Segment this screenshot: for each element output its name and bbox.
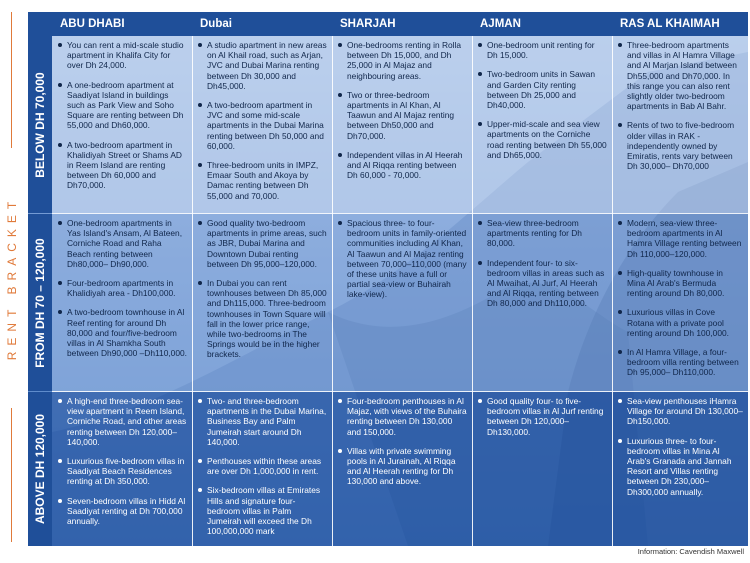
row-divider [52,391,748,392]
row-label-above-120000: ABOVE DH 120,000 [28,392,52,546]
list-item: In Al Hamra Village, a four-bedroom villa renting between Dh 95,000– Dh110,000. [618,347,743,378]
list-item: You can rent a mid-scale studio apartment in Khalifa City for over Dh 24,000. [58,40,187,71]
list-item: A two-bedroom apartment in Khalidiyah Street or Shams AD in Reem Island are renting between Dh 60,000 and Dh70,000. [58,140,187,191]
cell-above-120000-abu-dhabi [52,392,192,546]
list-item: Spacious three- to four-bedroom units in family-oriented communities including Al Khan, Al Taawun and Al Majaz renting between 70,000–110,000 (many of these units have a full or partial sea-view or Buhairah lake-view). [338,218,467,300]
cell-below-70000-dubai [192,36,332,213]
list-item: Two or three-bedroom apartments in Al Khan, Al Taawun and Al Majaz renting between Dh50,000 and Dh70,000. [338,90,467,141]
column-divider [472,36,473,546]
cell-70-120000-ras-al-khaimah [612,214,748,391]
cell-70-120000-ajman [472,214,612,391]
list-item: Villas with private swimming pools in Al Jurainah, Al Riqqa and Al Heerah renting for Dh 130,000 and above. [338,446,467,487]
column-divider [192,36,193,546]
header-ras-al-khaimah: RAS AL KHAIMAH [612,12,748,36]
list-item: Six-bedroom villas at Emirates Hills and signature four-bedroom villas in Palm Jumeirah will exceed the Dh 100,000,000 mark [198,485,327,536]
list-item: Upper-mid-scale and sea view apartments on the Corniche road renting between Dh 55,000 and Dh65,000. [478,119,607,160]
list-item: Independent villas in Al Heerah and Al Riqqa renting between Dh 60,000 - 70,000. [338,150,467,181]
list-item: Luxurious three- to four-bedroom villas in Mina Al Arab's Granada and Jannah Resort and Villas renting between Dh 230,000– Dh300,000 annually. [618,436,743,497]
list-item: Modern, sea-view three-bedroom apartments in Al Hamra Village renting between Dh 110,000–120,000. [618,218,743,259]
list-item: High-quality townhouse in Mina Al Arab's Bermuda renting around Dh 80,000. [618,268,743,299]
cell-70-120000-dubai [192,214,332,391]
list-item: One-bedrooms renting in Rolla between Dh 15,000, and Dh 25,000 in Al Majaz and neighbouring areas. [338,40,467,81]
list-item: Three-bedroom apartments and villas in Al Hamra Village and Al Marjan Island between Dh55,000 and Dh70,000. In this range you can also rent slightly older two-bedroom apartments in Bab Al Bahr. [618,40,743,111]
list-item: Seven-bedroom villas in Hidd Al Saadiyat renting at Dh 700,000 annually. [58,496,187,527]
list-item: Two-bedroom units in Sawan and Garden City renting between Dh 25,000 and Dh40,000. [478,69,607,110]
list-item: Luxurious villas in Cove Rotana with a private pool renting around Dh 100,000. [618,307,743,338]
cell-above-120000-dubai [192,392,332,546]
column-divider [332,36,333,546]
header-dubai: Dubai [192,12,332,36]
list-item: Sea-view three-bedroom apartments renting for Dh 80,000. [478,218,607,249]
rent-bracket-text: RENT BRACKET [2,148,22,408]
row-label-below-70000: BELOW DH 70,000 [28,36,52,213]
cell-below-70000-ajman [472,36,612,213]
cell-above-120000-ajman [472,392,612,546]
list-item: Four-bedroom penthouses in Al Majaz, with views of the Buhaira renting between Dh 130,000 and 150,000. [338,396,467,437]
list-item: Four-bedroom apartments in Khalidiyah area - Dh100,000. [58,278,187,298]
list-item: Luxurious five-bedroom villas in Saadiyat Beach Residences renting at Dh 350,000. [58,456,187,487]
list-item: A one-bedroom apartment at Saadiyat Island in buildings such as Park View and Soho Square are renting between Dh 55,000 and Dh60,000. [58,80,187,131]
column-divider [612,36,613,546]
list-item: A two-bedroom apartment in JVC and some mid-scale apartments in the Dubai Marina renting between Dh 50,000 and 60,000. [198,100,327,151]
row-label-70-120000: FROM DH 70 – 120,000 [28,214,52,391]
list-item: A two-bedroom townhouse in Al Reef renting for around Dh 80,000 and four/five-bedroom villas in Al Shamkha South between Dh90,000 –Dh110,000. [58,307,187,358]
list-item: One-bedroom unit renting for Dh 15,000. [478,40,607,60]
cell-below-70000-sharjah [332,36,472,213]
list-item: One-bedroom apartments in Yas Island's Ansam, Al Bateen, Corniche Road and Raha Beach renting between Dh80,000– Dh90,000. [58,218,187,269]
list-item: Independent four- to six-bedroom villas in areas such as Al Mwaihat, Al Jurf, Al Heerah and Al Riqqa, renting between Dh 80,000 and Dh110,000. [478,258,607,309]
cell-70-120000-abu-dhabi [52,214,192,391]
list-item: Sea-view penthouses iHamra Village for around Dh 130,000– Dh150,000. [618,396,743,427]
list-item: Rents of two to five-bedroom older villas in RAK - independently owned by Emiratis, rents vary between Dh 30,000– Dh70,000 [618,120,743,171]
list-item: Two- and three-bedroom apartments in the Dubai Marina, Business Bay and Palm Jumeirah start around Dh 140,000. [198,396,327,447]
rent-table [28,12,748,546]
list-item: Penthouses within these areas are over Dh 1,000,000 in rent. [198,456,327,476]
list-item: Good quality two-bedroom apartments in prime areas, such as JBR, Dubai Marina and Downtown Dubai renting between Dh 95,000–120,000. [198,218,327,269]
list-item: In Dubai you can rent townhouses between Dh 85,000 and Dh115,000. Three-bedroom townhouses in Town Square will fall in the lower price range, while two-bedrooms in The Springs would be in the higher brackets. [198,278,327,360]
header-abu-dhabi: ABU DHABI [52,12,192,36]
list-item: Three-bedroom units in IMPZ, Emaar South and Akoya by Damac renting between Dh 55,000 and 70,000. [198,160,327,201]
cell-below-70000-abu-dhabi [52,36,192,213]
cell-above-120000-sharjah [332,392,472,546]
list-item: A studio apartment in new areas on Al Khail road, such as Arjan, JVC and Dubai Marina renting between Dh 30,000 and Dh45,000. [198,40,327,91]
cell-above-120000-ras-al-khaimah [612,392,748,546]
list-item: A high-end three-bedroom sea-view apartment in Reem Island, Corniche Road, and other areas renting between Dh 120,000–140,000. [58,396,187,447]
row-divider [52,213,748,214]
list-item: Good quality four- to five-bedroom villas in Al Jurf renting between Dh 120,000– Dh130,000. [478,396,607,437]
rent-bracket-label [0,0,26,563]
header-sharjah: SHARJAH [332,12,472,36]
header-ajman: AJMAN [472,12,612,36]
source-credit: Information: Cavendish Maxwell [637,547,744,556]
cell-70-120000-sharjah [332,214,472,391]
cell-below-70000-ras-al-khaimah [612,36,748,213]
header-corner [28,12,52,36]
